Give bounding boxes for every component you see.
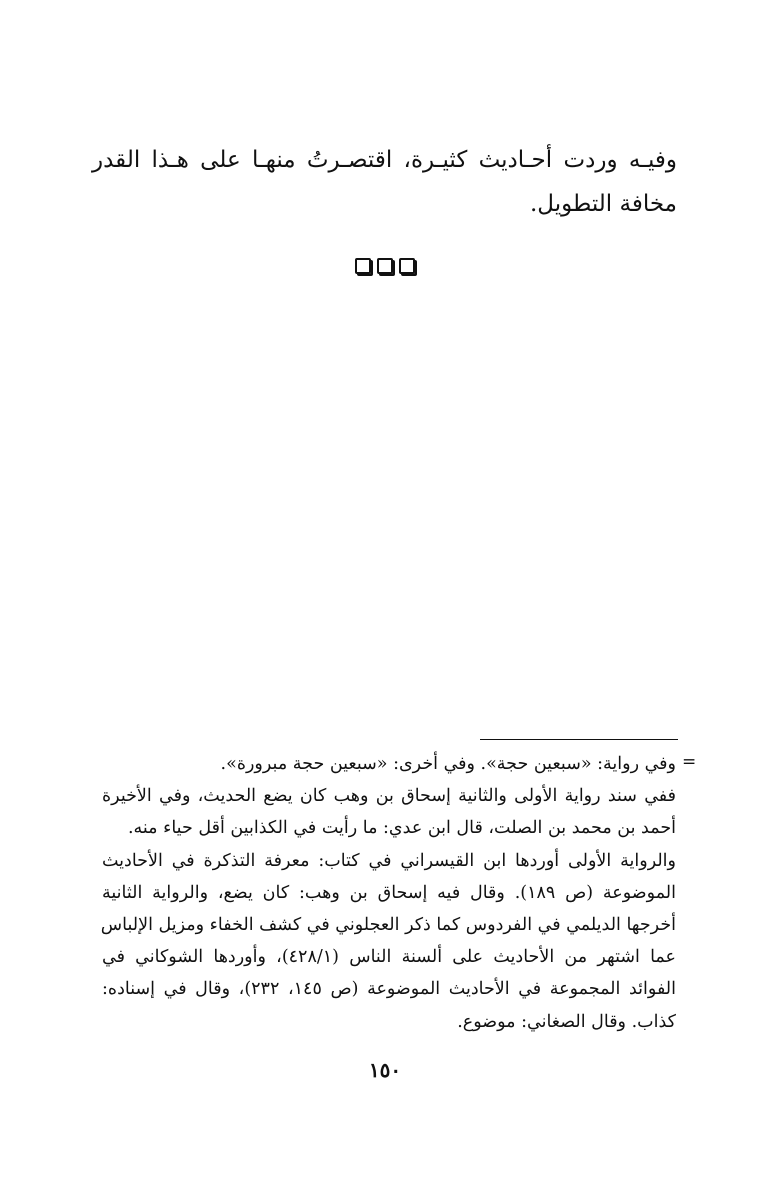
footnote <box>102 748 676 1038</box>
page-number: ١٥٠ <box>368 1058 402 1082</box>
footnote-line: الموضوعة (ص ١٨٩). وقال فيه إسحاق بن وهب: كان يضع، والرواية الثانية <box>102 882 677 903</box>
footnote-line: كذاب. وقال الصغاني: موضوع. <box>457 1011 676 1032</box>
footnote-line: عما اشتهر من الأحاديث على ألسنة الناس (٤٢٨/١)، وأوردها الشوكاني في <box>102 947 676 968</box>
main-paragraph: وفيـه وردت أحـاديث كثيـرة، اقتصـرتُ منهـا على هـذا القدر مخافة التطويل. <box>92 147 677 217</box>
square-ornament-icon <box>377 258 393 274</box>
footnote-line: أحمد بن محمد بن الصلت، قال ابن عدي: ما رأيت في الكذابين أقل حياء منه. <box>127 818 676 839</box>
square-ornament-icon <box>355 258 371 274</box>
footnote-rule <box>480 739 678 740</box>
footnote-line: وفي رواية: «سبعين حجة». وفي أخرى: «سبعين حجة مبرورة». <box>220 754 676 774</box>
footnote-line: والرواية الأولى أوردها ابن القيسراني في كتاب: معرفة التذكرة في الأحاديث <box>102 850 676 871</box>
square-ornament-icon <box>399 258 415 274</box>
footnote-continuation-marker: = <box>682 752 697 772</box>
footnote-line: الفوائد المجموعة في الأحاديث الموضوعة (ص ١٤٥، ٢٣٢)، وقال في إسناده: <box>102 979 677 1000</box>
footnote-line: أخرجها الديلمي في الفردوس كما ذكر العجلوني في كشف الخفاء ومزيل الإلباس <box>100 915 676 936</box>
footnote-line: ففي سند رواية الأولى والثانية إسحاق بن وهب كان يضع الحديث، وفي الأخيرة <box>102 786 676 807</box>
section-separator <box>0 258 770 274</box>
